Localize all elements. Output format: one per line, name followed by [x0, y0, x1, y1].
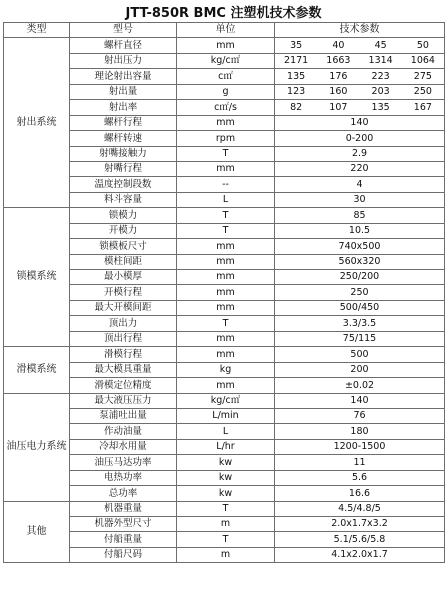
table-row: [4, 285, 445, 300]
param-values: [275, 53, 445, 68]
param-value: 5.1/5.6/5.8: [275, 532, 445, 547]
table-row: [4, 362, 445, 377]
param-name: 开模行程: [70, 285, 177, 300]
param-unit: mm: [177, 270, 275, 285]
header-params: 技术参数: [275, 23, 445, 38]
param-unit: mm: [177, 347, 275, 362]
param-name: 理论射出容量: [70, 69, 177, 84]
param-value: 160: [329, 86, 348, 98]
table-row: [4, 470, 445, 485]
section-label: 油压电力系统: [4, 393, 70, 501]
table-row: [4, 223, 445, 238]
param-name: 泵浦吐出量: [70, 408, 177, 423]
param-unit: mm: [177, 239, 275, 254]
param-value: 180: [275, 424, 445, 439]
param-value: 223: [371, 70, 390, 82]
param-values: [275, 100, 445, 115]
param-unit: mm: [177, 300, 275, 315]
section-label: 其他: [4, 501, 70, 563]
param-value: 1663: [326, 55, 351, 67]
param-values: [275, 84, 445, 99]
param-value: 50: [416, 39, 429, 51]
param-value: 85: [275, 208, 445, 223]
param-value: 1200-1500: [275, 439, 445, 454]
param-unit: T: [177, 146, 275, 161]
param-unit: L: [177, 424, 275, 439]
param-value: 250: [275, 285, 445, 300]
param-value: 4.1x2.0x1.7: [275, 547, 445, 562]
table-row: [4, 254, 445, 269]
table-header-row: [4, 23, 445, 38]
param-name: 模柱间距: [70, 254, 177, 269]
table-row: [4, 69, 445, 84]
table-row: [4, 300, 445, 315]
table-row: [4, 378, 445, 393]
param-name: 顶出力: [70, 316, 177, 331]
param-name: 付船重量: [70, 532, 177, 547]
table-row: [4, 455, 445, 470]
param-unit: T: [177, 316, 275, 331]
param-value: 1314: [368, 55, 393, 67]
param-name: 螺杆直径: [70, 38, 177, 53]
header-model: 型号: [70, 23, 177, 38]
param-value: 140: [275, 393, 445, 408]
header-category: 类型: [4, 23, 70, 38]
param-value: 123: [287, 86, 306, 98]
param-unit: g: [177, 84, 275, 99]
param-unit: mm: [177, 331, 275, 346]
table-row: [4, 270, 445, 285]
param-value: 560x320: [275, 254, 445, 269]
param-name: 料斗容量: [70, 192, 177, 207]
param-name: 射嘴接触力: [70, 146, 177, 161]
param-name: 射出压力: [70, 53, 177, 68]
param-value: 176: [329, 70, 348, 82]
param-value-group: [275, 72, 444, 82]
param-unit: c㎡/s: [177, 100, 275, 115]
param-value: 40: [332, 39, 345, 51]
param-unit: kw: [177, 470, 275, 485]
table-row: [4, 517, 445, 532]
section-label: 滑模系统: [4, 347, 70, 393]
page-title: JTT-850R BMC 注塑机技术参数: [125, 5, 322, 21]
param-unit: mm: [177, 161, 275, 176]
param-unit: rpm: [177, 131, 275, 146]
param-name: 螺杆行程: [70, 115, 177, 130]
param-name: 滑模行程: [70, 347, 177, 362]
table-row: [4, 331, 445, 346]
param-name: 最小模厚: [70, 270, 177, 285]
table-row: [4, 192, 445, 207]
table-row: [4, 177, 445, 192]
table-row: [4, 424, 445, 439]
param-name: 最大开模间距: [70, 300, 177, 315]
param-unit: --: [177, 177, 275, 192]
param-value-group: [275, 41, 444, 51]
param-name: 顶出行程: [70, 331, 177, 346]
param-value: 5.6: [275, 470, 445, 485]
param-value: 2.0x1.7x3.2: [275, 517, 445, 532]
param-value: 275: [413, 70, 432, 82]
param-unit: T: [177, 223, 275, 238]
param-value: 2171: [284, 55, 309, 67]
param-name: 付船尺码: [70, 547, 177, 562]
param-unit: mm: [177, 38, 275, 53]
param-unit: kg/c㎡: [177, 53, 275, 68]
param-value: ±0.02: [275, 378, 445, 393]
table-row: [4, 408, 445, 423]
param-value: 45: [374, 39, 387, 51]
param-name: 油压马达功率: [70, 455, 177, 470]
param-value: 167: [413, 101, 432, 113]
param-value: 3.3/3.5: [275, 316, 445, 331]
section-label: 射出系统: [4, 38, 70, 208]
param-unit: mm: [177, 254, 275, 269]
table-row: [4, 501, 445, 516]
param-value: 220: [275, 161, 445, 176]
param-unit: m: [177, 547, 275, 562]
param-unit: kw: [177, 455, 275, 470]
param-value: 740x500: [275, 239, 445, 254]
param-name: 射出量: [70, 84, 177, 99]
spec-table: [3, 22, 445, 563]
param-value-group: [275, 87, 444, 97]
param-name: 温度控制段数: [70, 177, 177, 192]
param-name: 射嘴行程: [70, 161, 177, 176]
param-name: 机器重量: [70, 501, 177, 516]
param-unit: kw: [177, 486, 275, 501]
param-value: 16.6: [275, 486, 445, 501]
param-unit: T: [177, 501, 275, 516]
param-value: 35: [290, 39, 303, 51]
table-row: [4, 100, 445, 115]
param-value: 500: [275, 347, 445, 362]
param-value: 30: [275, 192, 445, 207]
param-value: 200: [275, 362, 445, 377]
param-value: 4.5/4.8/5: [275, 501, 445, 516]
section-label: 锁模系统: [4, 208, 70, 347]
param-unit: mm: [177, 378, 275, 393]
table-row: [4, 84, 445, 99]
param-value: 203: [371, 86, 390, 98]
param-value: 500/450: [275, 300, 445, 315]
param-value: 0-200: [275, 131, 445, 146]
param-value: 11: [275, 455, 445, 470]
param-unit: L: [177, 192, 275, 207]
param-name: 最大液压压力: [70, 393, 177, 408]
param-unit: L/min: [177, 408, 275, 423]
param-name: 开模力: [70, 223, 177, 238]
param-name: 锁模板尺寸: [70, 239, 177, 254]
table-row: [4, 239, 445, 254]
param-value: 10.5: [275, 223, 445, 238]
param-value: 1064: [410, 55, 435, 67]
table-row: [4, 532, 445, 547]
table-row: [4, 208, 445, 223]
table-row: [4, 316, 445, 331]
header-unit: 单位: [177, 23, 275, 38]
param-name: 总功率: [70, 486, 177, 501]
param-value: 250: [413, 86, 432, 98]
table-row: [4, 38, 445, 53]
table-row: [4, 393, 445, 408]
table-row: [4, 146, 445, 161]
param-name: 作动油量: [70, 424, 177, 439]
param-unit: kg: [177, 362, 275, 377]
table-row: [4, 347, 445, 362]
param-values: [275, 69, 445, 84]
param-name: 电热功率: [70, 470, 177, 485]
table-row: [4, 486, 445, 501]
param-value-group: [275, 103, 444, 113]
param-unit: T: [177, 208, 275, 223]
param-values: [275, 38, 445, 53]
table-row: [4, 115, 445, 130]
param-value: 250/200: [275, 270, 445, 285]
table-row: [4, 53, 445, 68]
param-name: 锁模力: [70, 208, 177, 223]
param-name: 冷却水用量: [70, 439, 177, 454]
param-unit: T: [177, 532, 275, 547]
table-row: [4, 131, 445, 146]
param-unit: mm: [177, 115, 275, 130]
param-value: 135: [287, 70, 306, 82]
param-unit: c㎡: [177, 69, 275, 84]
param-value: 2.9: [275, 146, 445, 161]
table-row: [4, 439, 445, 454]
param-value-group: [275, 56, 444, 66]
param-name: 滑模定位精度: [70, 378, 177, 393]
param-value: 4: [275, 177, 445, 192]
param-value: 140: [275, 115, 445, 130]
param-value: 107: [329, 101, 348, 113]
table-row: [4, 547, 445, 562]
table-row: [4, 161, 445, 176]
param-name: 最大模具重量: [70, 362, 177, 377]
param-unit: m: [177, 517, 275, 532]
param-value: 76: [275, 408, 445, 423]
param-unit: kg/c㎡: [177, 393, 275, 408]
param-name: 螺杆转速: [70, 131, 177, 146]
param-value: 75/115: [275, 331, 445, 346]
param-value: 135: [371, 101, 390, 113]
param-name: 机器外型尺寸: [70, 517, 177, 532]
param-value: 82: [290, 101, 303, 113]
param-unit: L/hr: [177, 439, 275, 454]
param-unit: mm: [177, 285, 275, 300]
param-name: 射出率: [70, 100, 177, 115]
